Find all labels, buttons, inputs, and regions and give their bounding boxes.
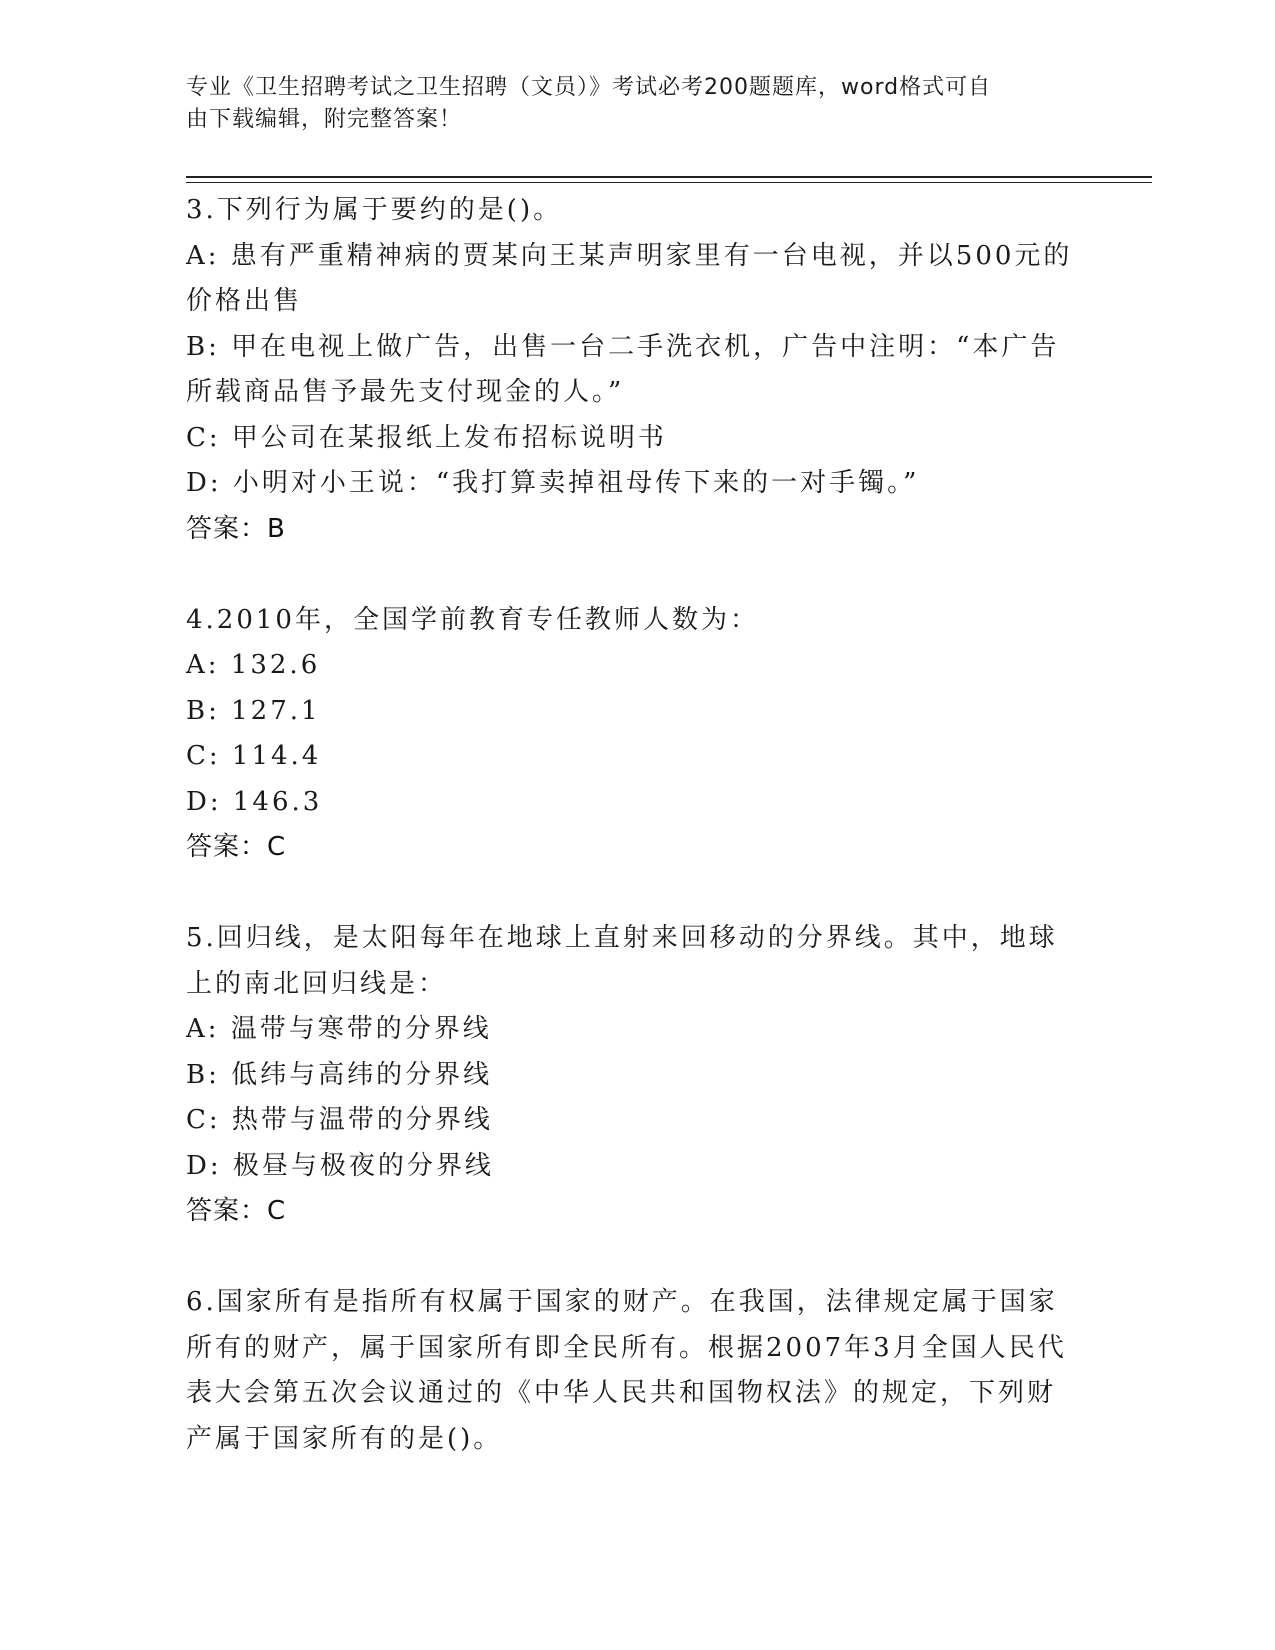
- question-spacer: [186, 1235, 1086, 1281]
- header-rule-bottom: [186, 182, 1152, 183]
- header-rule-top: [186, 176, 1152, 178]
- question-stem: 表大会第五次会议通过的《中华人民共和国物权法》的规定，下列财: [186, 1378, 1057, 1408]
- question-stem: 产属于国家所有的是()。: [186, 1423, 503, 1454]
- answer-option: A: 132.6: [186, 650, 321, 680]
- question-stem: 上的南北回归线是：: [186, 968, 448, 999]
- question-stem: 4.2010年，全国学前教育专任教师人数为：: [186, 604, 759, 635]
- question-block: [186, 188, 1086, 552]
- answer-option: B: 甲在电视上做广告，出售一台二手洗衣机，广告中注明：“本广告: [186, 331, 1060, 362]
- answer-option: D: 小明对小王说：“我打算卖掉祖母传下来的一对手镯。”: [186, 468, 920, 498]
- document-header: [186, 72, 1066, 136]
- answer-option: B: 低纬与高纬的分界线: [186, 1059, 493, 1090]
- question-stem: 所有的财产，属于国家所有即全民所有。根据2007年3月全国人民代: [186, 1332, 1067, 1363]
- answer-key: 答案：C: [186, 832, 287, 862]
- answer-option: C: 114.4: [186, 741, 322, 771]
- answer-option: B: 127.1: [186, 695, 321, 726]
- question-block: [186, 598, 1086, 871]
- answer-option: C: 热带与温带的分界线: [186, 1105, 493, 1135]
- question-stem: 5.回归线，是太阳每年在地球上直射来回移动的分界线。其中，地球: [186, 923, 1058, 953]
- question-spacer: [186, 871, 1086, 917]
- question-block: [186, 1280, 1086, 1462]
- question-block: [186, 916, 1086, 1235]
- answer-option: D: 146.3: [186, 786, 323, 817]
- header-line: 专业《卫生招聘考试之卫生招聘（文员）》考试必考200题题库，word格式可自: [186, 75, 992, 100]
- answer-key: 答案：B: [186, 513, 286, 544]
- question-stem: 6.国家所有是指所有权属于国家的财产。在我国，法律规定属于国家: [186, 1287, 1058, 1317]
- question-list: [186, 188, 1086, 1462]
- question-spacer: [186, 552, 1086, 598]
- answer-option: A: 温带与寒带的分界线: [186, 1014, 492, 1044]
- answer-option: A: 患有严重精神病的贾某向王某声明家里有一台电视，并以500元的: [186, 240, 1073, 271]
- answer-option: 所载商品售予最先支付现金的人。”: [186, 377, 625, 407]
- answer-option: D: 极昼与极夜的分界线: [186, 1150, 494, 1181]
- question-stem: 3.下列行为属于要约的是()。: [186, 195, 563, 225]
- answer-option: C: 甲公司在某报纸上发布招标说明书: [186, 422, 667, 453]
- answer-option: 价格出售: [186, 286, 303, 316]
- answer-key: 答案：C: [186, 1196, 287, 1226]
- header-line: 由下载编辑，附完整答案！: [186, 107, 463, 132]
